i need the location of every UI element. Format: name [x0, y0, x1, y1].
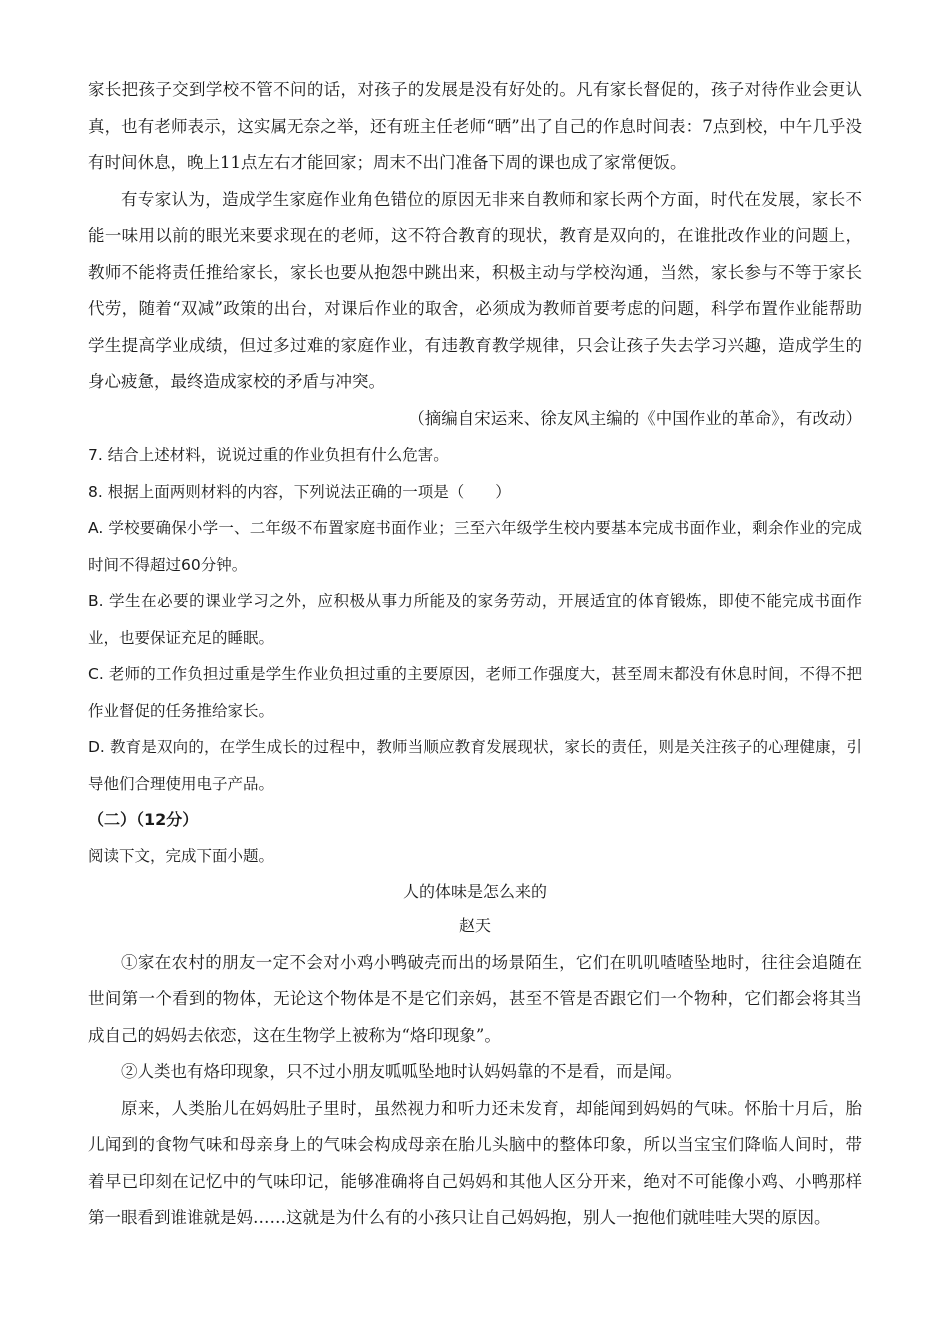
question-8-option-d: D. 教育是双向的，在学生成长的过程中，教师当顺应教育发展现状，家长的责任，则是关注孩子的心理健康，引导他们合理使用电子产品。 — [88, 738, 862, 793]
question-8: 8. 根据上面两则材料的内容，下列说法正确的一项是（ ） — [88, 482, 511, 501]
passage1-paragraph-continued: 家长把孩子交到学校不管不问的话，对孩子的发展是没有好处的。凡有家长督促的，孩子对待作业会更认真，也有老师表示，这实属无奈之举，还有班主任老师“晒”出了自己的作息时间表：7点到校，中午几乎没有时间休息，晚上11点左右才能回家；周末不出门准备下周的课也成了家常便饭。 — [88, 80, 862, 172]
passage1-paragraph-expert: 有专家认为，造成学生家庭作业角色错位的原因无非来自教师和家长两个方面，时代在发展，家长不能一味用以前的眼光来要求现在的老师，这不符合教育的现状，教育是双向的，在谁批改作业的问题上，教师不能将责任推给家长，家长也要从抱怨中跳出来，积极主动与学校沟通，当然，家长参与不等于家长代劳，随着“双减”政策的出台，对课后作业的取舍，必须成为教师首要考虑的问题，科学布置作业能帮助学生提高学业成绩，但过多过难的家庭作业，有违教育教学规律，只会让孩子失去学习兴趣，造成学生的身心疲惫，最终造成家校的矛盾与冲突。 — [88, 189, 862, 391]
article-paragraph-1: ①家在农村的朋友一定不会对小鸡小鸭破壳而出的场景陌生，它们在叽叽喳喳坠地时，往往会追随在世间第一个看到的物体，无论这个物体是不是它们亲妈，甚至不管是否跟它们一个物种，它们都会将其当成自己的妈妈去依恋，这在生物学上被称为“烙印现象”。 — [88, 952, 862, 1045]
article-title: 人的体味是怎么来的 — [402, 881, 547, 901]
passage1-source: （摘编自宋运来、徐友风主编的《中国作业的革命》，有改动） — [408, 408, 862, 428]
article-paragraph-3: 原来，人类胎儿在妈妈肚子里时，虽然视力和听力还未发育，却能闻到妈妈的气味。怀胎十月后，胎儿闻到的食物气味和母亲身上的气味会构成母亲在胎儿头脑中的整体印象，所以当宝宝们降临人间时，带着早已印刻在记忆中的气味印记，能够准确将自己妈妈和其他人区分开来，绝对不可能像小鸡、小鸭那样第一眼看到谁谁就是妈……这就是为什么有的小孩只让自己妈妈抱，别人一抱他们就哇哇大哭的原因。 — [88, 1098, 862, 1227]
article-author: 赵天 — [458, 915, 491, 935]
document-page — [88, 72, 862, 1237]
section-2-heading: （二）（12分） — [88, 810, 199, 829]
article-paragraph-2: ②人类也有烙印现象，只不过小朋友呱呱坠地时认妈妈靠的不是看，而是闻。 — [121, 1062, 682, 1081]
question-8-option-b: B. 学生在必要的课业学习之外，应积极从事力所能及的家务劳动，开展适宜的体育锻炼，即使不能完成书面作业，也要保证充足的睡眠。 — [88, 592, 862, 647]
question-7: 7. 结合上述材料，说说过重的作业负担有什么危害。 — [88, 446, 449, 464]
section-2-instruction: 阅读下文，完成下面小题。 — [88, 847, 275, 865]
question-8-option-c: C. 老师的工作负担过重是学生作业负担过重的主要原因，老师工作强度大，甚至周末都没有休息时间，不得不把作业督促的任务推给家长。 — [88, 665, 862, 720]
question-8-option-a: A. 学校要确保小学一、二年级不布置家庭书面作业；三至六年级学生校内要基本完成书面作业，剩余作业的完成时间不得超过60分钟。 — [88, 519, 862, 574]
